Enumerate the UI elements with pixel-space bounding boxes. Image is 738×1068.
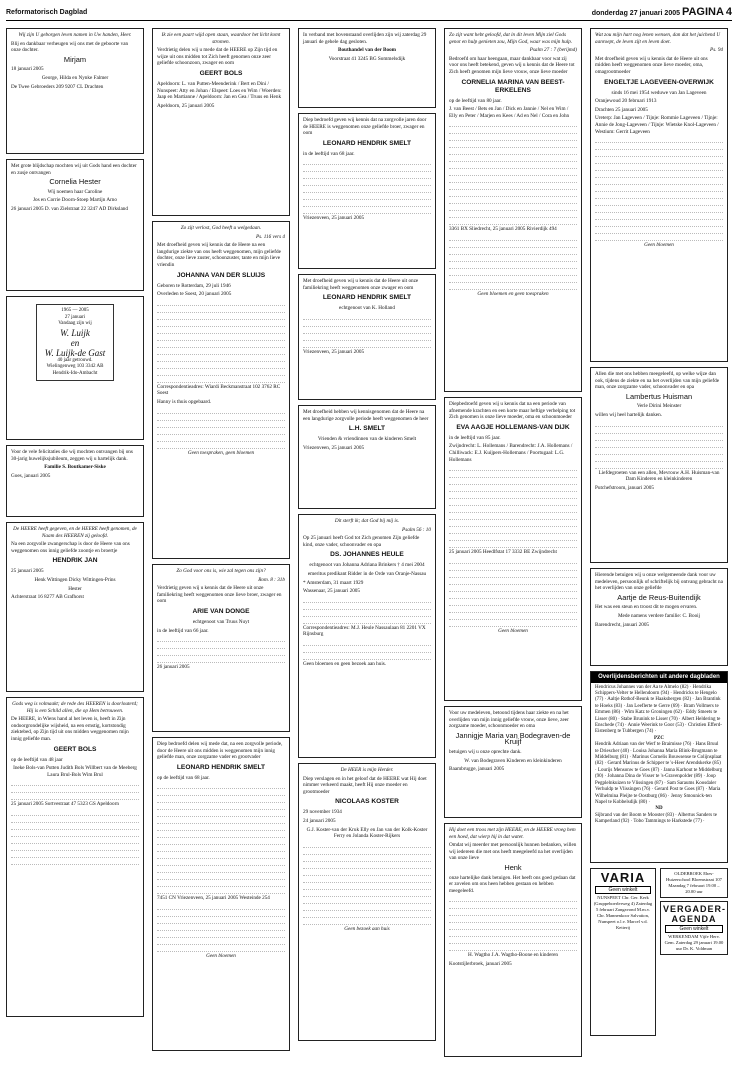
notice-text: Met droefheid geven wij u kennis dat de Heere uit onze familiekring heeft weggenomen onze zwager en oom xyxy=(303,278,419,291)
notice-text: Met grote blijdschap mochten wij uit Gods hand een dochter en zusje ontvangen xyxy=(11,163,137,176)
varia-box xyxy=(590,868,656,1036)
notice-place: Vriezenveen, 25 januari 2005 xyxy=(303,444,365,451)
notice-cornelia xyxy=(6,159,144,291)
notice-johanna xyxy=(152,221,290,559)
notice-hollemans xyxy=(444,397,582,701)
notice-age: in de leeftijd van 68 jaar. xyxy=(303,150,355,157)
notice-child: Hester xyxy=(68,585,82,592)
notice-text: Diep bedroefd delen wij mede dat, na een zorgvolle periode, door de Heere uit ons midden is weggenomen mijn innig geliefde man, onze zorgzame vader en grootvader xyxy=(157,741,283,761)
signature-and: en xyxy=(70,337,80,348)
notice-anniversary xyxy=(6,296,144,440)
dagblad-entry: Tobo Tammings te Harkstede (77) xyxy=(633,819,702,825)
dagblad-entry: Lourijs Mensonw te Goes (87) xyxy=(597,767,660,773)
anniversary-card xyxy=(36,304,114,381)
agenda-text: WERKENDAM Vijfe Herv. Gem. Zaterdag 29 januari 19.00 uur Dr. K. Voldman xyxy=(664,934,724,951)
notice-family: J. van Beest / Bets en Jan / Dick en Jannie / Nel en Wim / Elly en Peter / Marjen en Kees / Ad en Nel / Cora en John xyxy=(449,106,570,119)
notice-family: Ureterp: Jan Lageveen / Tijnje: Rommie Lageveen / Tijnje: Annie de Jong-Lageveen / Tijnje: Wietske Knol-Lageveen / Westium: Gerrit Lageveen xyxy=(595,115,719,135)
dagblad-entry: Sijbrand van der Boom te Mooster (83) xyxy=(595,812,674,818)
notice-name: JOHANNA VAN DER SLUIJS xyxy=(176,271,266,279)
notice-sign: H. Wagtho J.A. Wagtho-Boone en kinderen xyxy=(467,952,559,959)
section-title: Overlijdensberichten uit andere dagbladen xyxy=(591,672,727,683)
notice-age: op de leeftijd van 80 jaar. xyxy=(449,97,502,104)
notice-address: 26 januari 2005 D. van Zielstraat 22 3247 AD Dirksland xyxy=(11,205,128,212)
notice-sub: Het was een steun en troost dit te mogen ervaren. xyxy=(595,604,698,611)
verse: Ik zie een paart wijd open staan, waardoor het licht komt stromen. xyxy=(161,32,281,45)
notice-place: Baambrugge, januari 2005 xyxy=(449,766,505,773)
notice-place: Kootstijlerbroek, januari 2005 xyxy=(449,960,512,967)
agenda-right-text: OLDEBROEK Ehes-Huizerschool Bloemstraat 107 Maandag 7 februari 19.00 – 20.00 uur xyxy=(660,868,728,898)
notice-text: De HEERE, in Wiens hand al het leven is, heeft in Zijn ondoorgrondelijke wijsheid, na een ernstig, kortstondig ziektebed, op Zijn tijd uit ons midden weggenomen mijn innig geliefde man. xyxy=(11,716,129,742)
signature-1: W. Luijk xyxy=(60,327,90,338)
notice-sub: Wij noemen haar Caroline xyxy=(47,188,103,195)
header-rule xyxy=(6,20,732,21)
notice-place: Goes, januari 2005 xyxy=(11,472,51,479)
notice-text: Diep bedroefd geven wij kennis dat na zorgvolle jaren door de HEERE is weggenomen onze geliefde broer, zwager en oom xyxy=(303,117,427,137)
born: * Amsterdam, 31 maart 1929 xyxy=(303,579,364,586)
page-header xyxy=(6,6,732,18)
agenda-box xyxy=(660,868,728,1036)
notice-text: Met droefheid hebben wij kennisgenomen dat de Heere na een langdurige zorgvolle periode heeft weggenomen de heer xyxy=(303,409,429,422)
years: 1965 — 2005 xyxy=(61,308,89,313)
verse: Gods weg is volmaakt; de rede des HEEREN is doorlouterd; Hij is een Schild allen, die op Hem betrouwen. xyxy=(12,701,138,714)
notice-name: Cornelia Hester xyxy=(49,177,101,187)
agenda-title: VERGADER-AGENDA xyxy=(663,904,727,924)
verse: Wat zou mijn hart nog lenen wensen, dan dat het juichend U aanroept, de leven zijt en leven doet. xyxy=(595,32,721,45)
notice-bouthandel xyxy=(298,28,436,108)
dagblad-entry: Hendrika Schippers-Velter te Hellendoorn (94) xyxy=(595,684,712,696)
notice-place: 26 januari 2005 xyxy=(157,664,190,671)
died: Overleden te Soest, 20 januari 2005 xyxy=(157,291,232,298)
notice-text: Voor de vele felicitaties die wij mochten ontvangen bij ons 30-jarig huwelijksjubileum, zeggen wij u hartelijk dank. xyxy=(11,449,133,462)
notice-van-beest xyxy=(444,28,582,392)
notice-text: Op 25 januari heeft God tot Zich genomen Zijn geliefde kind, onze vader, schoonvader en opa xyxy=(303,535,420,548)
notice-date: 18 januari 2005 xyxy=(11,66,44,73)
notice-hendrik-jan xyxy=(6,522,144,692)
dagblad-entry: Jan Leeflerte te Gerre (69) xyxy=(626,703,680,709)
dagbladen-list: Hendricus Johannes van der Aa te Almelo (82) · Hendrika Schippers-Velter te Hellendoorn (94) · Hendricks te Hengelo (77) · Aaltje Rothof-Beunk te Haaksbergen (82) · Jan Brantink te Hoeks (83) · Jan Leeflerte te Gerre (69) · Bram Vollmers te Emmen (86) · Wim Katz te Groningen (62) · Eddy Smeets te Lisser (80) · Stabe Brunink te Lisser (70) · Albert Heldering te Enschede (74) · Annie Weerink te Goor (53) · Christien Efferd-Eistenberg te Tubbergen (74) · PZC Hendrik Adriaan van der Werf te Braimisse (76) · Hans Bruul te Driescher (40) · Louisa Johanna Maria Blink-Brugmann te Middelburg (81) · Marinus Cornelis Bouwsense te Colijnsplaat (82) · Gerard Marinus de Schipper te 's-Heer Arendskerke (85) · Lourijs Mensonw te Goes (87) · Janna Karhout te Middelburg (90) · Johanna Dina de Visser te 's-Gravenpolder (89) · Joop Pegplelnkuizen te Vlissingen (87) · Sam Saraums Koosdaler Verhuldp te Vlissingen (76) · Gerard Post te Goes (87) · Maria Wilhelmina Pleijte te Oostburg (86) · Jenny Smounick-ten Napel te Kobbelsdijk (80) · ND Sijbrand van der Boom te Mooster (83) · Albertus Sanders te Kamperland (92) · Tobo Tammings te Harkstede (77) · xyxy=(595,684,723,825)
born: Geboren te Rotterdam, 29 juli 1946 xyxy=(157,282,231,289)
verse: Wij zijn U geborgen leven namen in Uw handen, Heer. xyxy=(18,32,132,38)
notice-arie xyxy=(152,564,290,732)
sub: Vandaag zijn wij xyxy=(58,321,92,326)
dagbladen-section xyxy=(590,671,728,863)
notice-text: Omdat wij meerder met persoonlijk hunnen bedanken, willen wij iedereen die met ons heeft meegeleefd na het overlijden van onze lieve xyxy=(449,842,577,862)
notice-name: LEONARD HENDRIK SMELT xyxy=(322,139,412,147)
verse: De HEER is mijn Herder. xyxy=(340,767,394,773)
dagblad-entry: Christien Efferd-Eistenberg te Tubbergen (74) xyxy=(595,723,722,735)
notice-footer: Geen bloemen xyxy=(498,627,528,634)
notice-lageveen xyxy=(590,28,728,362)
notice-text: Hierende betuigen wij u onze welgemeende dank voor uw medeleven, persoonlijk of schriftelijk bij ontvang gebracht na het overlijden van onze geliefde xyxy=(595,572,723,592)
notice-age: op de leeftijd van 68 jaar. xyxy=(157,774,210,781)
verse: Zo zijt want hebt geloofd, dat in dit leven Mijn ziel Gods genot en hulp genieten zou, Mijn God, waar was mijn hulp. xyxy=(449,32,573,45)
notice-name: LEONARD HENDRIK SMELT xyxy=(322,294,412,302)
notice-age: op de leeftijd van 48 jaar xyxy=(11,756,63,763)
notice-name: Jannigje Maria van Bodegraven-de Kruijf xyxy=(455,730,571,747)
notice-name: GEERT BOLS xyxy=(199,69,243,77)
notice-name: Henk xyxy=(504,862,522,872)
notice-lh-smelt xyxy=(298,405,436,509)
notice-family: Jos en Corrie Doorn-Stoep Martijn Arno xyxy=(33,197,117,204)
notice-mirjam xyxy=(6,28,144,154)
dagblad-entry: Gerard Post te Goes (87) xyxy=(654,787,705,793)
pzc-label: PZC xyxy=(654,735,664,741)
notice-name: NICOLAAS KOSTER xyxy=(335,798,399,806)
notice-name: ENGELTJE LAGEVEEN-OVERWIJK xyxy=(604,78,714,86)
notice-geert-bols xyxy=(6,697,144,1017)
varia-area xyxy=(590,868,728,1036)
notice-text: Met droefheid geven wij u kennis dat de Heere uit ons midden heeft weggenomen onze lieve moeder, oma, omagrootmoeder xyxy=(595,55,708,75)
notice-thanks xyxy=(6,445,144,517)
notice-name: LEONARD HENDRIK SMELT xyxy=(176,763,266,771)
dagblad-entry: Eddy Smeets te Lisser (80) xyxy=(595,710,718,722)
notice-parents: George, Hilda en Nynke Falmer xyxy=(41,74,109,81)
notice-sign: Henk Wittingen Dicky Wittingen-Prins xyxy=(34,576,116,583)
notice-sub: echtgenoot van K. Holland xyxy=(339,305,395,312)
dagblad-entry: Joop Pegplelnkuizen te Vlissingen (87) xyxy=(595,774,716,786)
notice-van-bodegraven xyxy=(444,706,582,818)
notice-name: CORNELIA MARINA VAN BEEST-ERKELENS xyxy=(461,78,565,94)
notice-henk xyxy=(444,823,582,1057)
notice-sign: W. van Bodegraven Kinderen en kleinkinderen xyxy=(464,757,562,764)
verse-ref: Rom. 8 : 31b xyxy=(258,576,285,583)
notice-place: Barendrecht, januari 2005 xyxy=(595,621,650,628)
notice-age: in de leeftijd van 66 jaar. xyxy=(157,627,209,634)
dagblad-entry: Marinus Cornelis Bouwsense te Colijnsplaat (82) xyxy=(595,755,722,767)
notice-sign: Ineke Bols-van Putten Judith Bols Willbert van de Meeberg Laura Brul-Bols Wim Brul xyxy=(13,765,137,778)
notice-place: Putchefstroom, januari 2005 xyxy=(595,484,654,491)
notice-text: Allen die met ons hebben meegeleefd, op welke wijze dan ook, tijdens de ziekte en na het overlijden van mijn geliefde man, onze zorgzame vader, schoonvader en opa xyxy=(595,371,720,391)
notice-name: L.H. SMELT xyxy=(348,425,386,433)
notice-text: Voor uw medeleven, betoond tijdens haar ziekte en na het overlijden van mijn innig geliefde vrouw, onze lieve, zeer zorgzame moeder, schoonmoeder en oma xyxy=(449,710,569,730)
years-married: 40 jaar getrouwd. xyxy=(57,357,93,363)
notice-name: HENDRIK JAN xyxy=(52,557,98,565)
notice-text: Blij en dankbaar verheugen wij ons met de geboorte van onze dochter. xyxy=(11,40,129,54)
notice-family: Apeldoorn: L. van Putten-Meenderink / Bert en Dini / Nunspeet: Atty en Johan / Elspeet: Loes en Wim / Woerden: Jaap en Martianne / Apeldoorn: Jan en Gea / Truus en Henk xyxy=(157,80,282,101)
notice-name: Mirjam xyxy=(63,54,87,64)
dagblad-entry: Wim Katz te Groningen (62) xyxy=(624,710,682,716)
born: 29 november 1934 xyxy=(303,809,342,816)
notice-text: Verdrietig geven wij u kennis dat de Heere uit onze familiekring heeft weggenomen onze lieve broer, zwager en oom xyxy=(157,585,282,605)
notice-text: Met droefheid geven wij kennis dat de Heere na een langdurige ziekte van ons heeft weggenomen, mijn geliefde dochter, onze lieve zuster, schoonzuster, tante en mijn lieve vriendin xyxy=(157,242,281,268)
notice-name: Aartje de Reus-Buitendijk xyxy=(617,592,701,602)
notice-huisman xyxy=(590,367,728,563)
notice-leonard-smelt xyxy=(152,737,290,1051)
varia-sub: Geen winkelt xyxy=(595,886,651,894)
column-4 xyxy=(444,28,582,1062)
notice-age: in de leeftijd van 85 jaar. xyxy=(449,434,501,441)
dagblad-entry: Bram Vollmers te Emmen (86) xyxy=(595,703,719,716)
column-2 xyxy=(152,28,290,1056)
notice-address: Achterstraat 16 8277 AB Grafhorst xyxy=(11,594,84,601)
notice-text: Na een zorgvolle zwangerschap is door de Heere van ons weggenomen ons innig geliefde zoontje en broertje xyxy=(11,541,130,554)
dagblad-entry: Janna Karhout te Middelburg (90) xyxy=(595,767,723,780)
notice-text: Verdrietig delen wij u mede dat de HEERE op Zijn tijd en wijze uit ons midden tot Zich heeft genomen onze zeer geliefde schoonzoon, zwager en oom xyxy=(157,47,278,67)
dagblad-entry: Hendricks te Hengelo (77) xyxy=(595,691,717,703)
notice-name: GEERT BOLS xyxy=(53,745,97,753)
date: 27 januari xyxy=(64,314,86,320)
notice-name: Familie S. Boutkamer-Siske xyxy=(44,464,106,471)
notice-smelt-zwager xyxy=(298,274,436,400)
notice-address: 3361 BX Sliedrecht, 25 januari 2005 Rivierdijk 494 xyxy=(449,226,557,233)
verse: De HEERE heeft gegeven, en de HEERE heeft genomen, de Naam des HEEREN zij geloofd. xyxy=(13,526,137,539)
notice-text: Bedroefd om haar heengaan, maar dankbaar voor wat zij voor ons heeft betekend, geven wij u kennis dat de Heere tot Zich heeft genomen mijn lieve vrouw, onze lieve moeder xyxy=(449,55,575,75)
dagblad-entry: Maria Wilhelmina Pleijte te Oostburg (86) xyxy=(595,787,721,799)
column-5 xyxy=(590,28,728,1036)
notice-text: Diepbedroefd geven wij u kennis dat na een periode van afnemende krachten en een korte maar heftige verhelping tot Zich genomen is onze lieve moeder, oma en schoonmoeder xyxy=(449,401,576,421)
notice-text: In verband met bovenstaand overlijden zijn wij zaterdag 29 januari de gehele dag gesloten. xyxy=(303,32,427,45)
notice-geert-bols-2 xyxy=(152,28,290,216)
notice-footer: Geen bloemen xyxy=(644,242,674,249)
notice-end: Geen bloemen en geen bezoek aan huis. xyxy=(303,660,387,667)
notice-place: Vriezenveen, 25 januari 2005 xyxy=(303,215,365,222)
verse: Zo zijt verlost, God heeft u welgedaan. xyxy=(180,225,262,231)
verse: Zo God voor ons is, wie zal tegen ons zijn? xyxy=(176,568,266,574)
notice-name: Lambertus Huisman xyxy=(625,391,693,401)
verse-ref: Ps. 116 vers 4 xyxy=(255,233,285,240)
column-3 xyxy=(298,28,436,1046)
address: Wielingenweg 103 3342 AB Hendrik-Ido-Ambacht xyxy=(46,364,104,376)
notice-sub: echtgenoot van Johanna Adriana Brinkers † 4 mei 2004 xyxy=(309,562,425,569)
dagblad-entry: Jenny Smounick-ten Napel te Kobbelsdijk (80) xyxy=(595,793,712,805)
notice-address: 25 januari 2005 Sortvestraat 47 5323 GS Apeldoorn xyxy=(11,801,119,808)
notice-sign: Liefdegroeten van een allen, Mevrouw A.H. Huisman-van Dam Kinderen en kleinkinderen xyxy=(598,469,720,483)
notice-text: Diep verslagen en in het geloof dat de HEERE wat Hij doet nimmer verkeerd maakt, heeft Hij onze moeder en grootmoeder xyxy=(303,775,427,795)
masthead: Reformatorisch Dagblad xyxy=(6,9,88,16)
notice-sign: Vrienden & vriendinnen van de kinderen Smelt xyxy=(317,436,417,443)
dagblad-entry: Annie Weerink te Goor (53) xyxy=(627,723,684,729)
date-page: donderdag 27 januari 2005 PAGINA 4 xyxy=(591,6,732,18)
signature-2: W. Luijk-de Gast xyxy=(44,347,106,358)
verse: Dit sterft ik; dat God bij mij is. xyxy=(334,518,400,524)
notice-address: 7451 CN Vriezenveen, 25 januari 2005 Westeinde 254 xyxy=(157,895,270,902)
notice-address: Voorstraat 41 3245 BG Sommelsdijk xyxy=(328,55,406,62)
notice-place: Apeldoorn, 25 januari 2005 xyxy=(157,102,215,109)
verse: Hij doet een troos met zijn HEERE, en de HEERE vroeg hem een hoed, dat wierp hij in dat water. xyxy=(449,827,576,840)
notice-name: Bouthandel van der Boom xyxy=(338,47,396,54)
notice-heule xyxy=(298,514,436,758)
dagblad-entry: Louisa Johanna Maria Blink-Brugmann te Middelburg (81) xyxy=(595,748,718,761)
notice-sub2: emeritus predikant Ridder in de Orde van Oranje-Nassau xyxy=(307,570,427,577)
notice-footer: Geen bloemen en geen toespraken xyxy=(477,290,549,297)
dagblad-entry: Aaltje Rothof-Beunk te Haaksbergen (82) xyxy=(607,697,692,703)
notice-sign: Mede namens verdere familie: C. Booij xyxy=(617,612,701,619)
notice-name: EVA AAGJE HOLLEMANS-VAN DIJK xyxy=(456,423,570,431)
died: 24 januari 2005 xyxy=(303,817,336,824)
verse-ref: Psalm 56 : 10 xyxy=(402,526,431,533)
notice-address: Correspondentieadres: M.J. Heule Nassaulaan 81 2201 VX Rijnsburg xyxy=(303,624,426,638)
dagblad-entry: Johanna Dina de Visser te 's-Gravenpolder (89) xyxy=(607,774,703,780)
verse-ref: Ps. 94 xyxy=(710,47,723,54)
notice-koster xyxy=(298,763,436,1041)
died: Wassenaar, 25 januari 2005 xyxy=(303,588,360,595)
notice-footer: Geen bezoek aan huis xyxy=(344,925,390,932)
notice-sub: betuigen wij u onze oprechte dank. xyxy=(449,748,522,755)
dagblad-entry: Jan Brantink te Hoeks (83) xyxy=(595,697,721,709)
dagblad-entry: Sam Saraums Koosdaler Verhuldp te Vlissingen (76) xyxy=(595,780,717,793)
born: Oranjewoud 20 februari 1913 xyxy=(595,98,657,105)
notice-de-reus xyxy=(590,568,728,666)
notice-smelt-broer xyxy=(298,113,436,269)
notice-name: ARIE VAN DONGE xyxy=(192,607,250,615)
varia-title: VARIA xyxy=(600,870,646,885)
notice-footer: Geen toespraken, geen bloemen xyxy=(187,449,255,456)
nd-label: ND xyxy=(655,806,663,812)
notice-sub2: willen wij heel hartelijk danken. xyxy=(595,411,662,418)
agenda-sub: Geen winkelt xyxy=(665,925,723,933)
notice-name: DS. JOHANNES HEULE xyxy=(330,551,404,559)
notice-sub: echtgenoot van Truus Nuyt xyxy=(192,618,250,625)
dagblad-entry: Gerard Marinus de Schipper te 's-Heer Arendskerke (85) xyxy=(607,761,721,767)
notice-body: onze hartelijke dank betuigen. Het heeft ons goed gedaan dat er zovelen om ons heen hebben gestaan en hebben meegeleefd. xyxy=(449,874,576,894)
notice-address: 25 januari 2005 Heedlfstat 17 3332 BE Zwijndrecht xyxy=(449,549,557,556)
notice-footer: Geen bloemen xyxy=(206,952,236,959)
notice-address: Correspondentieadres: Wiardi Beckmanstraat 102 3762 RC Soest xyxy=(157,383,281,397)
notice-sign: G.J. Koster-van der Kruk Elly en Jan van der Kolk-Koster Ferry en Jolanda Koster-Rijkers xyxy=(306,826,428,840)
notice-place: Vriezenveen, 25 januari 2005 xyxy=(303,348,365,355)
notice-family: Zwijndrecht: L. Hollemans / Barendrecht: J.A. Hollemans / Chilliwack: E.J. Kuijpers-Hollemans / Poortugaal: L.G. Hollemans xyxy=(449,443,573,463)
dagblad-entry: Stabe Brunink te Lisser (70) xyxy=(620,716,678,722)
varia-text: NUNSPEET Chr. Ger. Kerk (Gruppeboerlerweg 4) Zaterdag 5 februari Zangavond M.m.v. Chr. Mannenkoor Salvation, Nunspeet o.l.v. Marcel v.d. Ketterij xyxy=(593,895,653,930)
notice-address: De Twee Gebroeders 209 9207 CL Drachten xyxy=(11,83,104,90)
verse-ref: Psalm 27 : 7 (berijmd) xyxy=(529,47,577,54)
dagblad-entry: Hendrik Adriaan van der Werf te Braimisse (76) xyxy=(595,742,692,748)
died: Drachten 25 januari 2005 xyxy=(595,106,648,113)
dagblad-entry: Hendricus Johannes van der Aa te Almelo (82) xyxy=(595,684,689,690)
dagblad-entry: Albert Heldering te Enschede (74) xyxy=(595,716,721,729)
notice-sub: sinds 16 mei 1954 weduwe van Jan Lageveen xyxy=(611,89,707,96)
notice-date: 25 januari 2005 xyxy=(11,568,44,575)
dagblad-entry: Hans Bruul te Driescher (40) xyxy=(595,742,719,754)
notice-end: Hanny is thuis opgebaard. xyxy=(157,398,212,405)
column-1 xyxy=(6,28,144,1022)
dagblad-entry: Albertus Sanders te Kamperland (92) xyxy=(595,812,717,825)
notice-sub: Verle Dirini Meinster xyxy=(636,403,682,410)
